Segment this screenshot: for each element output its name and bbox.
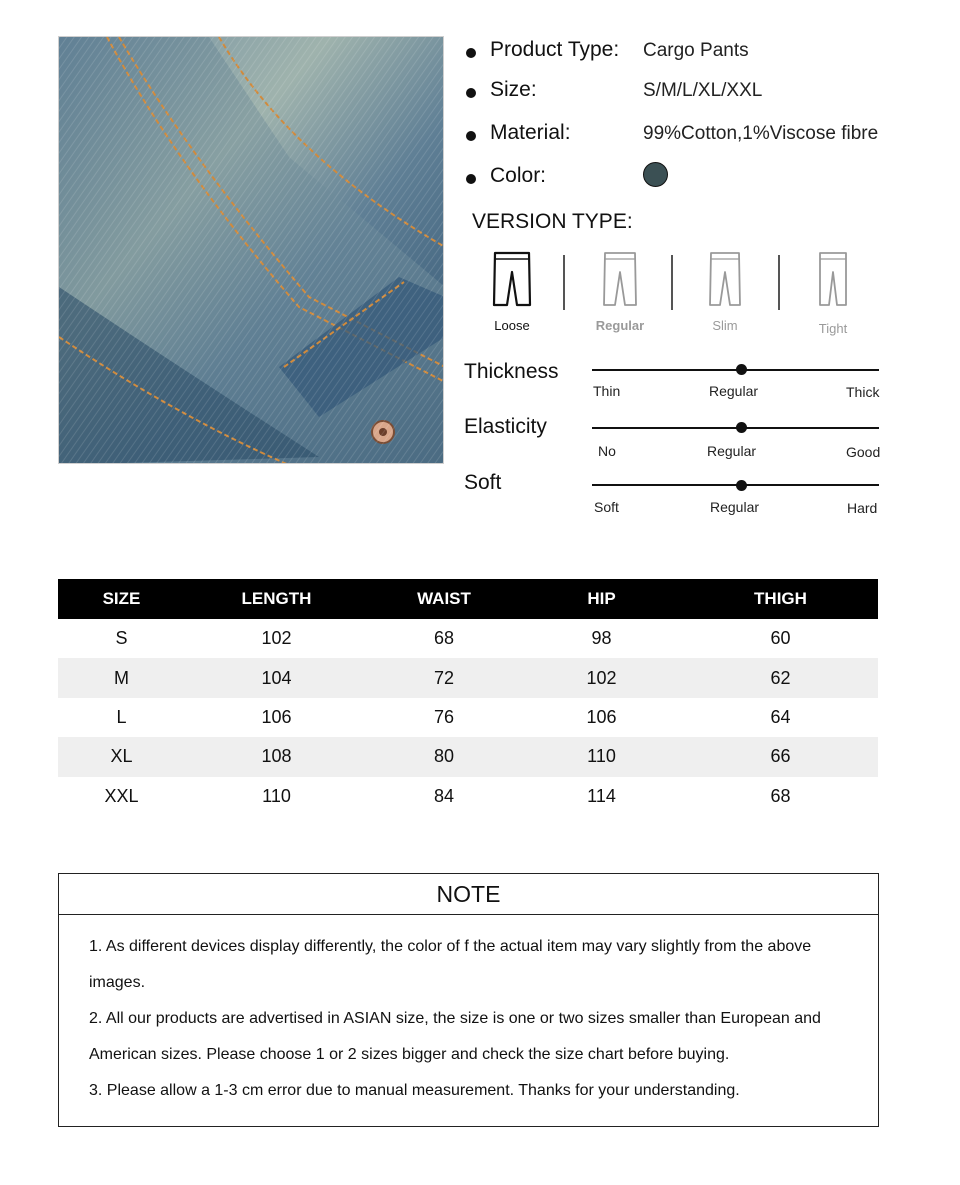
version-label: Loose bbox=[494, 318, 530, 333]
table-row bbox=[58, 737, 878, 776]
divider bbox=[671, 255, 673, 310]
thickness-mid: Regular bbox=[709, 383, 759, 399]
table-cell: 114 bbox=[587, 785, 616, 806]
version-regular bbox=[575, 250, 665, 333]
pants-tight-icon bbox=[813, 250, 853, 308]
divider bbox=[778, 255, 780, 310]
elasticity-mid: Regular bbox=[707, 443, 757, 459]
table-cell: L bbox=[116, 706, 127, 727]
version-type-title: VERSION TYPE: bbox=[472, 210, 633, 233]
table-cell: 80 bbox=[368, 737, 520, 776]
table-cell: 110 bbox=[520, 737, 683, 776]
table-cell: 68 bbox=[433, 628, 455, 649]
note-title: NOTE bbox=[59, 874, 878, 915]
table-cell: S bbox=[115, 628, 128, 649]
note-line: 2. All our products are advertised in ASIAN size, the size is one or two sizes smaller than European and American sizes. Please choose 1 or 2 sizes bigger and check the size chart before buying. bbox=[89, 1010, 821, 1063]
elasticity-marker bbox=[736, 422, 747, 433]
spec-label: Size: bbox=[490, 78, 537, 101]
column-header: WAIST bbox=[368, 579, 520, 619]
spec-value: 99%Cotton,1%Viscose fibre bbox=[643, 123, 879, 144]
pants-slim-icon bbox=[705, 250, 745, 308]
elasticity-max: Good bbox=[846, 444, 881, 460]
table-row bbox=[58, 698, 878, 737]
divider bbox=[563, 255, 565, 310]
note-line: 3. Please allow a 1-3 cm error due to manual measurement. Thanks for your understanding. bbox=[89, 1082, 740, 1099]
version-slim bbox=[680, 250, 770, 333]
note-box bbox=[58, 873, 879, 1127]
table-cell: 102 bbox=[261, 628, 292, 649]
soft-max: Hard bbox=[847, 500, 878, 516]
soft-marker bbox=[736, 480, 747, 491]
version-label: Slim bbox=[712, 318, 738, 333]
table-cell: 72 bbox=[368, 658, 520, 697]
version-loose bbox=[467, 250, 557, 333]
elasticity-min: No bbox=[598, 443, 616, 459]
table-row bbox=[58, 658, 878, 697]
column-header: LENGTH bbox=[185, 579, 368, 619]
column-header: SIZE bbox=[58, 579, 185, 619]
table-cell: 84 bbox=[433, 785, 455, 806]
table-row bbox=[58, 619, 878, 658]
bullet-icon bbox=[466, 88, 476, 98]
color-swatch bbox=[643, 162, 668, 187]
thickness-label: Thickness bbox=[464, 360, 559, 383]
pants-regular-icon bbox=[600, 250, 640, 308]
note-line: 1. As different devices display differently, the color of f the actual item may vary slightly from the above images. bbox=[89, 938, 812, 991]
size-chart-table bbox=[58, 579, 878, 816]
thickness-marker bbox=[736, 364, 747, 375]
spec-value: S/M/L/XL/XXL bbox=[643, 80, 763, 101]
spec-label: Material: bbox=[490, 121, 571, 144]
table-cell: 98 bbox=[591, 628, 612, 649]
table-cell: 106 bbox=[261, 706, 292, 727]
table-row bbox=[58, 777, 878, 816]
spec-label: Product Type: bbox=[490, 38, 620, 61]
table-cell: XXL bbox=[104, 785, 139, 806]
pants-loose-icon bbox=[492, 250, 532, 308]
table-cell: 68 bbox=[770, 785, 791, 806]
table-cell: 106 bbox=[586, 706, 617, 727]
version-label: Regular bbox=[595, 318, 645, 333]
table-cell: 62 bbox=[683, 658, 878, 697]
version-tight bbox=[788, 250, 878, 336]
version-label: Tight bbox=[818, 321, 848, 336]
table-cell: 60 bbox=[770, 628, 791, 649]
table-cell: 108 bbox=[185, 737, 368, 776]
note-body bbox=[59, 915, 878, 1109]
table-cell: 102 bbox=[520, 658, 683, 697]
spec-label: Color: bbox=[490, 164, 547, 187]
soft-label: Soft bbox=[464, 471, 502, 494]
table-cell: 76 bbox=[433, 706, 455, 727]
table-cell: 110 bbox=[262, 785, 291, 806]
table-cell: 104 bbox=[185, 658, 368, 697]
product-photo bbox=[58, 36, 444, 464]
bullet-icon bbox=[466, 174, 476, 184]
table-header-row bbox=[58, 579, 878, 619]
column-header: HIP bbox=[520, 579, 683, 619]
elasticity-label: Elasticity bbox=[464, 415, 547, 438]
soft-min: Soft bbox=[594, 499, 619, 515]
spec-value: Cargo Pants bbox=[643, 40, 749, 61]
thickness-min: Thin bbox=[593, 383, 621, 399]
table-cell: M bbox=[58, 658, 185, 697]
bullet-icon bbox=[466, 48, 476, 58]
table-cell: 66 bbox=[683, 737, 878, 776]
bullet-icon bbox=[466, 131, 476, 141]
soft-mid: Regular bbox=[710, 499, 760, 515]
column-header: THIGH bbox=[683, 579, 878, 619]
table-cell: XL bbox=[58, 737, 185, 776]
table-cell: 64 bbox=[770, 706, 791, 727]
thickness-max: Thick bbox=[846, 384, 880, 400]
